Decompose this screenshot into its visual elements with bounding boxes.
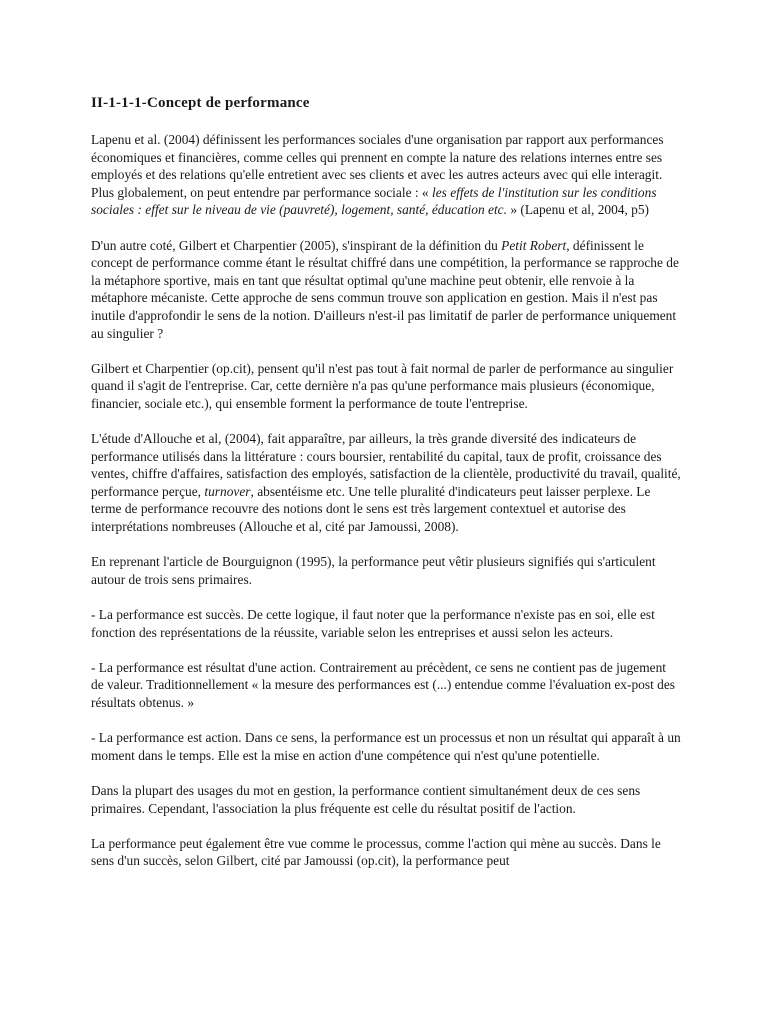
paragraph-lapenu-text-b: » (Lapenu et al, 2004, p5) <box>506 202 650 218</box>
paragraph-usage: Dans la plupart des usages du mot en gestion, la performance contient simultanément deux de ces sens primaires. Cependant, l'association la plus fréquente est celle du résultat positif de l'action. <box>91 782 641 816</box>
paragraph-bourguignon: En reprenant l'article de Bourguignon (1995), la performance peut vêtir plusieurs signifiés qui s'articulent autour de trois sens primaires. <box>91 554 656 587</box>
paragraph-process: La performance peut également être vue comme le processus, comme l'action qui mène au succès. Dans le sens d'un succès, selon Gilbert, cité par Jamoussi (op.cit), la performance peut <box>91 835 661 869</box>
paragraph-gilbert-plural: Gilbert et Charpentier (op.cit), pensent qu'il n'est pas tout à fait normal de parler de performance au singulier quand il s'agit de l'entreprise. Car, cette dernière n'a pas qu'une performance mais plusieurs (économique, financier, sociale etc.), qui ensemble forment la performance de toute l'entreprise. <box>91 360 674 411</box>
paragraph-lapenu <box>91 131 681 219</box>
paragraph-allouche-text-b: , absentéisme etc. Une telle pluralité d'indicateurs peut laisser perplexe. Le terme de performance recouvre des notions dont le sens est très largement contextuel et autorise des interprétations nombreuses (Allouche et al, cité par Jamoussi, 2008). <box>91 483 651 535</box>
paragraph-allouche-turnover: turnover <box>204 483 251 499</box>
paragraph-gilbert-petit-robert: Petit Robert <box>501 237 567 253</box>
paragraph-allouche-text-a: L'étude d'Allouche et al, (2004), fait apparaître, par ailleurs, la très grande diversité des indicateurs de performance utilisés dans la littérature : cours boursier, rentabilité du capital, taux de profit, croissance des ventes, chiffre d'affaires, satisfaction des employés, satisfaction de la clientèle, productivité du travail, qualité, performance perçue, <box>91 431 681 499</box>
paragraph-gilbert-text-b: , définissent le concept de performance comme étant le résultat chiffré dans une compétition, la performance se rapproche de la métaphore sportive, mais en tant que résultat optimal qu'une machine peut obtenir, elle renvoie à la métaphore mécaniste. Cette approche de sens commun trouve son application en gestion. Mais il n'est pas inutile d'approfondir le sens de la notion. D'ailleurs n'est-il pas limitatif de parler de performance uniquement au singulier ? <box>91 237 679 341</box>
paragraph-sense-success: - La performance est succès. De cette logique, il faut noter que la performance n'existe pas en soi, elle est fonction des représentations de la réussite, variable selon les entreprises et aussi selon les acteurs. <box>91 607 655 640</box>
paragraph-allouche <box>91 430 681 536</box>
paragraph-gilbert-definition <box>91 237 681 343</box>
paragraph-lapenu-quote: les effets de l'institution sur les conditions sociales : effet sur le niveau de vie (pauvreté), logement, santé, éducation etc. <box>91 184 657 218</box>
section-heading: II-1-1-1-Concept de performance <box>91 95 310 111</box>
paragraph-lapenu-text-a: Lapenu et al. (2004) définissent les performances sociales d'une organisation par rapport aux performances économiques et financières, comme celles qui prennent en compte la nature des relations internes entre ses employés et des relations qu'elle entretient avec ses clients et avec les autres acteurs avec qui elle interagit. Plus globalement, on peut entendre par performance sociale : « <box>91 132 664 200</box>
paragraph-sense-result: - La performance est résultat d'une action. Contrairement au précèdent, ce sens ne contient pas de jugement de valeur. Traditionnellement « la mesure des performances est (...) entendue comme l'évaluation ex-post des résultats obtenus. » <box>91 659 675 710</box>
paragraph-sense-action: - La performance est action. Dans ce sens, la performance est un processus et non un résultat qui apparaît à un moment dans le temps. Elle est la mise en action d'une compétence qui n'est qu'une potentielle. <box>91 730 681 763</box>
document-page <box>91 94 681 888</box>
paragraph-gilbert-text-a: D'un autre coté, Gilbert et Charpentier (2005), s'inspirant de la définition du <box>91 237 502 253</box>
